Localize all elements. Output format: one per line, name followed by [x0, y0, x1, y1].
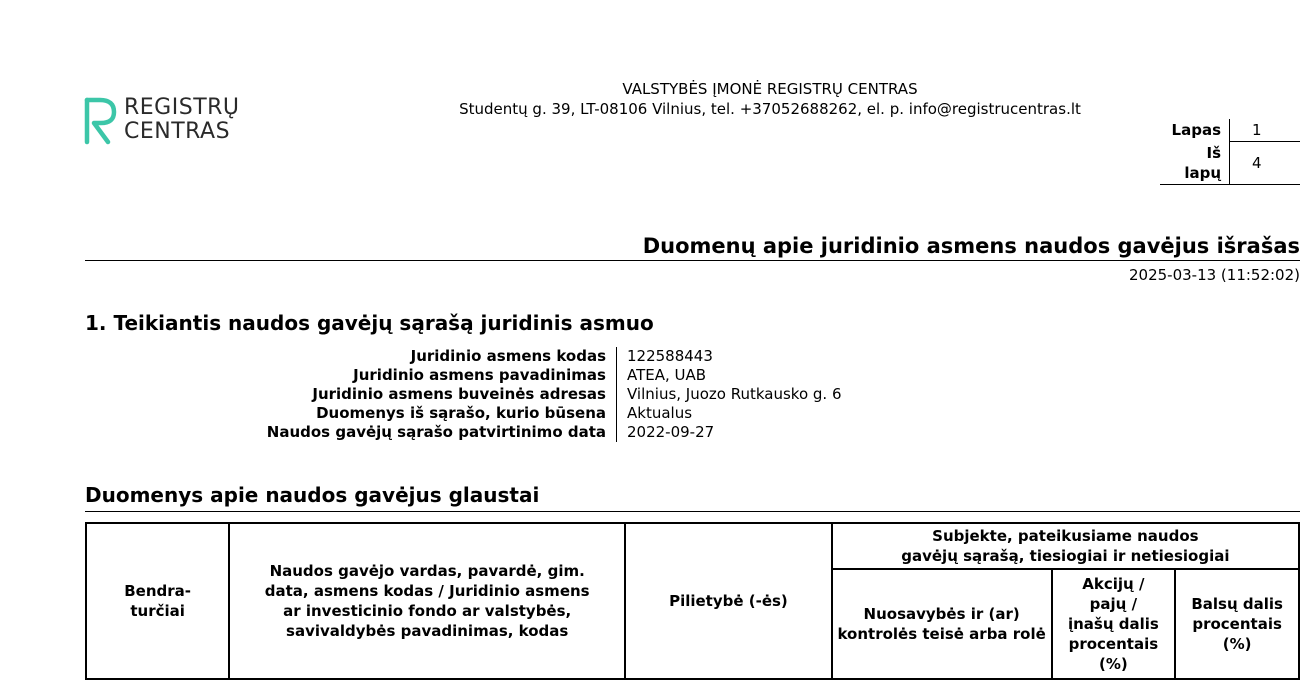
section-1-title: 1. Teikiantis naudos gavėjų sąrašą juridinis asmuo — [85, 310, 654, 336]
registru-centras-logo — [84, 96, 234, 148]
info-value: 122588443 — [617, 347, 852, 366]
page-label: Lapas — [1160, 119, 1230, 142]
col-header-citizenship: Pilietybė (-ės) — [625, 523, 832, 679]
info-row — [250, 404, 852, 423]
registru-centras-logo-mark — [84, 96, 124, 148]
info-value: Aktualus — [617, 404, 852, 423]
col-header-beneficiary: Naudos gavėjo vardas, pavardė, gim. data, asmens kodas / Juridinio asmens ar investicinio fondo ar valstybės, savivaldybės pavadinimas, kodas — [229, 523, 625, 679]
total-pages-value: 4 — [1230, 142, 1300, 185]
page-value: 1 — [1230, 119, 1300, 142]
logo-line-2: CENTRAS — [124, 120, 240, 144]
col-header-votes: Balsų dalis procentais (%) — [1175, 569, 1299, 679]
total-pages-label: Iš lapų — [1160, 142, 1230, 185]
col-header-co-owners: Bendra- turčiai — [86, 523, 229, 679]
info-row — [250, 366, 852, 385]
info-row — [250, 347, 852, 366]
page-info-table — [1160, 119, 1300, 185]
logo-line-1: REGISTRŲ — [124, 96, 240, 120]
info-value: ATEA, UAB — [617, 366, 852, 385]
document-title: Duomenų apie juridinio asmens naudos gavėjus išrašas — [643, 233, 1300, 259]
legal-entity-info-table — [250, 347, 852, 442]
organization-name: VALSTYBĖS ĮMONĖ REGISTRŲ CENTRAS — [420, 79, 1120, 99]
col-header-ownership: Nuosavybės ir (ar) kontrolės teisė arba rolė — [832, 569, 1052, 679]
info-label: Naudos gavėjų sąrašo patvirtinimo data — [250, 423, 617, 442]
info-value: 2022-09-27 — [617, 423, 852, 442]
info-row — [250, 385, 852, 404]
info-row — [250, 423, 852, 442]
organization-address: Studentų g. 39, LT-08106 Vilnius, tel. +37052688262, el. p. info@registrucentras.lt — [420, 99, 1120, 119]
document-datetime: 2025-03-13 (11:52:02) — [1129, 265, 1300, 285]
info-label: Juridinio asmens pavadinimas — [250, 366, 617, 385]
col-header-shares: Akcijų / pajų / įnašų dalis procentais (%) — [1052, 569, 1176, 679]
info-value: Vilnius, Juozo Rutkausko g. 6 — [617, 385, 852, 404]
info-label: Juridinio asmens kodas — [250, 347, 617, 366]
logo-wordmark — [124, 96, 240, 144]
beneficiaries-table — [85, 522, 1300, 680]
title-divider — [85, 260, 1300, 261]
section-2-divider — [85, 511, 1300, 512]
section-2-title: Duomenys apie naudos gavėjus glaustai — [85, 482, 539, 508]
info-label: Duomenys iš sąrašo, kurio būsena — [250, 404, 617, 423]
info-label: Juridinio asmens buveinės adresas — [250, 385, 617, 404]
col-header-group: Subjekte, pateikusiame naudos gavėjų sąrašą, tiesiogiai ir netiesiogiai — [832, 523, 1299, 569]
